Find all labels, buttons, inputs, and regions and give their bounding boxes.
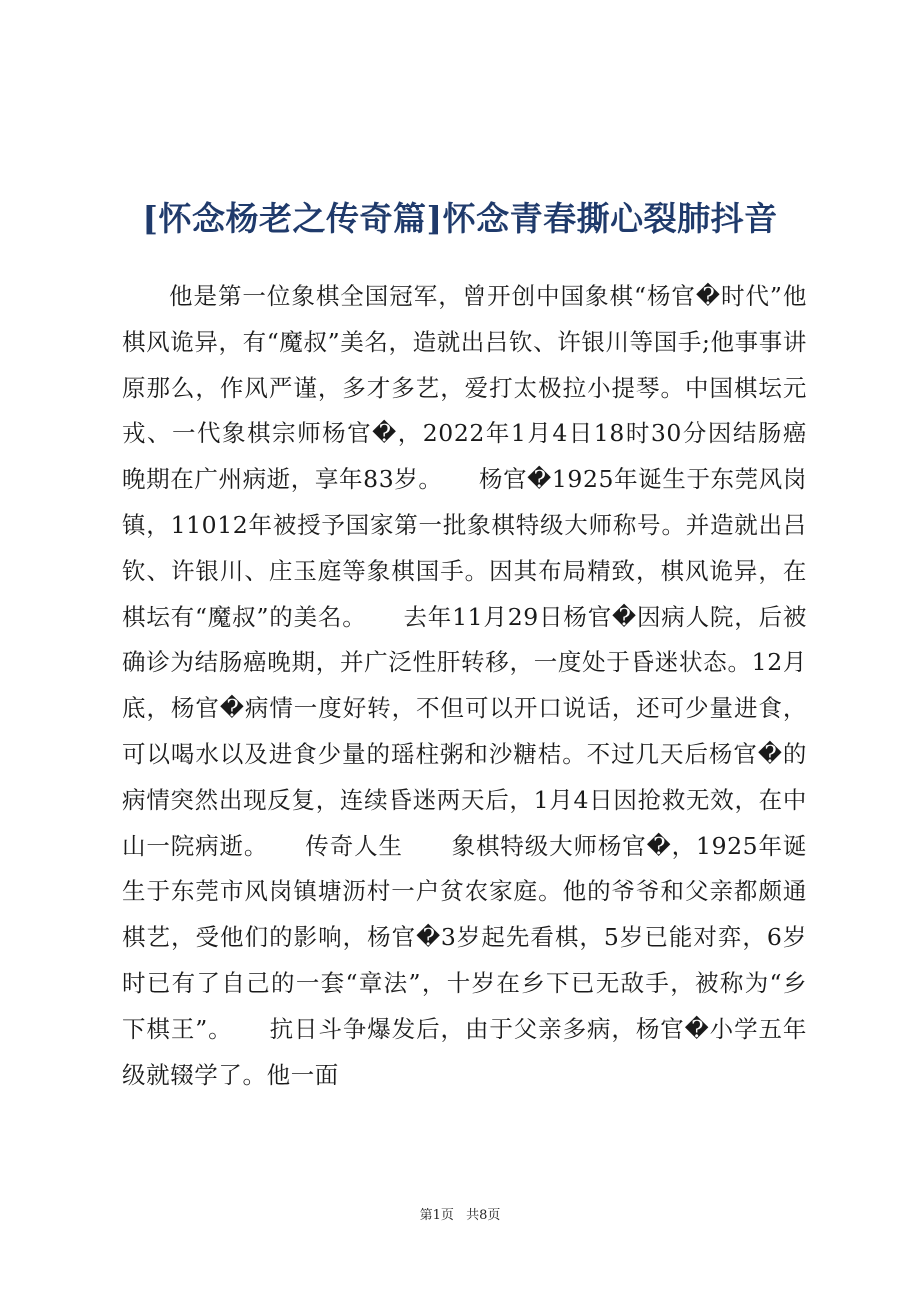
document-title: [怀念杨老之传奇篇]怀念青春撕心裂肺抖音: [142, 199, 778, 238]
page-footer: [0, 1206, 920, 1226]
document-body-paragraph: 他是第一位象棋全国冠军，曾开创中国象棋“杨官�时代”他棋风诡异，有“魔叔”美名，造就出吕钦、许银川等国手;他事事讲原那么，作风严谨，多才多艺，爱打太极拉小提琴。中国棋坛元戎、一代象棋宗师杨官�，2022年1月4日18时30分因结肠癌晚期在广州病逝，享年83岁。 杨官�1925年诞生于东莞风岗镇，11012年被授予国家第一批象棋特级大师称号。并造就出吕钦、许银川、庄玉庭等象棋国手。因其布局精致，棋风诡异，在棋坛有“魔叔”的美名。 去年11月29日杨官�因病人院，后被确诊为结肠癌晚期，并广泛性肝转移，一度处于昏迷状态。12月底，杨官�病情一度好转，不但可以开口说话，还可少量进食，可以喝水以及进食少量的瑶柱粥和沙糖桔。不过几天后杨官�的病情突然出现反复，连续昏迷两天后，1月4日因抢救无效，在中山一院病逝。 传奇人生 象棋特级大师杨官�，1925年诞生于东莞市风岗镇塘沥村一户贫农家庭。他的爷爷和父亲都颇通棋艺，受他们的影响，杨官�3岁起先看棋，5岁已能对弈，6岁时已有了自己的一套“章法”，十岁在乡下已无敌手，被称为“乡下棋王”。 抗日斗争爆发后，由于父亲多病，杨官�小学五年级就辍学了。他一面: [122, 282, 807, 1089]
page-number: 第1页: [419, 1208, 454, 1223]
page-total: 共8页: [466, 1208, 501, 1223]
